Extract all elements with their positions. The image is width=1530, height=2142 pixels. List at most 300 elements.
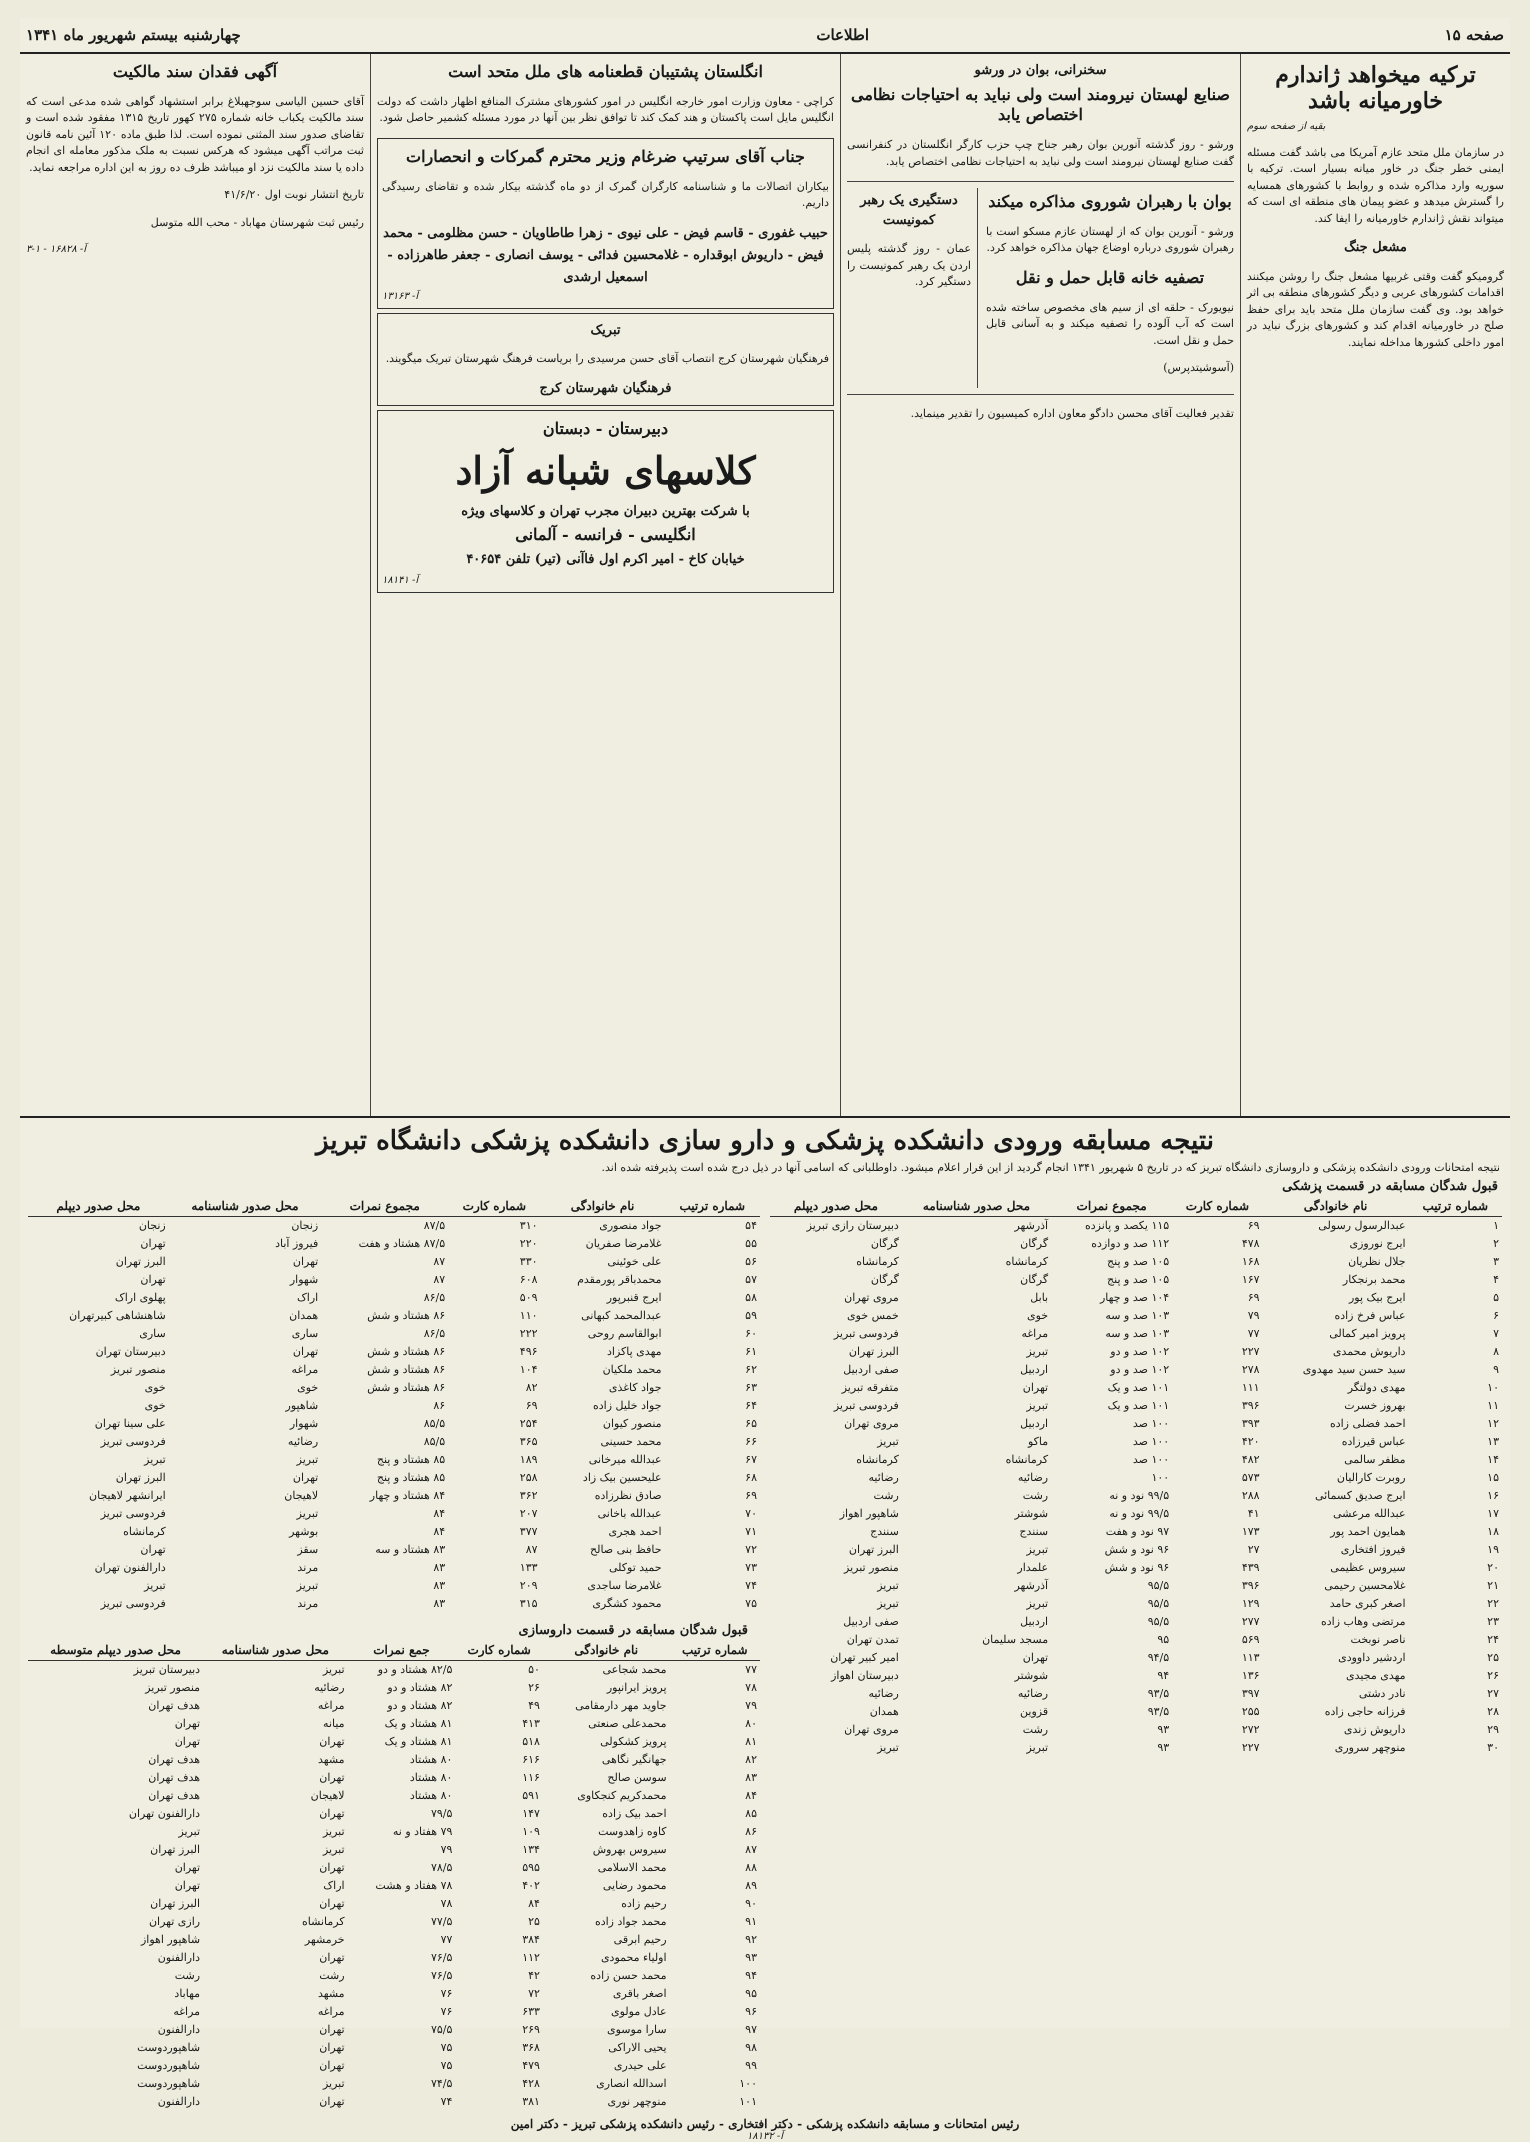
table-cell: مهدی پاکزاد: [607, 1345, 662, 1358]
table-cell: ۲: [1493, 1237, 1499, 1250]
petition-box: [377, 138, 834, 309]
table-cell: ۸۱ هشتاد و یک: [384, 1717, 453, 1730]
table-cell: رشت: [873, 1489, 899, 1502]
table-cell: ۸۲: [525, 1381, 538, 1394]
table-cell: دارالفنون: [157, 2023, 201, 2036]
table-cell: غلامرضا صفریان: [585, 1237, 662, 1250]
table-cell: فردوسی تبریز: [833, 1327, 899, 1340]
table-row: [28, 1325, 760, 1343]
table-cell: سید حسن سید مهدوی: [1302, 1363, 1406, 1376]
medicine-title: قبول شدگان مسابقه در قسمت پزشکی: [1282, 1178, 1498, 1194]
table-cell: صادق نظرزاده: [594, 1489, 662, 1502]
table-cell: ۹: [1493, 1363, 1499, 1376]
appreciation-note: تقدیر فعالیت آقای محسن دادگو معاون اداره کمیسیون را تقدیر مینماید.: [910, 406, 1234, 420]
table-cell: ۱۲: [1487, 1417, 1499, 1430]
table-cell: شهوار: [289, 1417, 319, 1430]
arrest-body: عمان - روز گذشته پلیس اردن یک رهبر کمونیست را دستگیر کرد.: [847, 242, 971, 289]
table-cell: عبدالله میرخانی: [588, 1453, 662, 1466]
table-cell: پرویز امیر کمالی: [1329, 1327, 1406, 1340]
table-cell: شاهپور اهواز: [140, 1933, 201, 1946]
table-cell: فردوسی تبریز: [100, 1435, 166, 1448]
table-row: [770, 1289, 1502, 1307]
table-cell: هدف تهران: [148, 1789, 201, 1802]
table-cell: تبریز: [1026, 1597, 1049, 1610]
table-cell: سنندج: [1019, 1525, 1049, 1538]
table-cell: کرمانشاه: [1005, 1453, 1049, 1466]
table-row: [770, 1433, 1502, 1451]
table-cell: ۷۶: [440, 1987, 453, 2000]
table-cell: تهران: [319, 2095, 345, 2108]
table-cell: ۷۹: [1247, 1309, 1260, 1322]
table-cell: غلامرضا ساجدی: [587, 1579, 662, 1592]
petition-ref: آ- ۱۳۱۶۳: [382, 290, 419, 302]
table-cell: ۱۰۲ صد و دو: [1110, 1363, 1170, 1376]
table-row: [28, 1307, 760, 1325]
table-cell: فردوسی تبریز: [100, 1597, 166, 1610]
table-cell: زنجان: [291, 1219, 319, 1232]
table-row: [28, 1787, 760, 1805]
column-header: محل صدور شناسنامه: [169, 1196, 322, 1217]
page-number: صفحه ۱۵: [1444, 26, 1504, 44]
table-cell: ۱۱۲ صد و دوازده: [1091, 1237, 1170, 1250]
table-cell: ۱۰۴ صد و چهار: [1099, 1291, 1170, 1304]
lost-deed-sign: رئیس ثبت شهرستان مهاباد - محب الله متوسل: [150, 215, 364, 229]
table-cell: شهوار: [289, 1273, 319, 1286]
table-cell: شاهپوردوست: [137, 2059, 201, 2072]
table-cell: ۲۲۲: [519, 1327, 538, 1340]
table-cell: اصغر کبری حامد: [1329, 1597, 1406, 1610]
ad-address: خیابان کاخ - امیر اکرم اول فاآنی (تیر) تلفن ۴۰۶۵۴: [466, 552, 745, 568]
table-row: [770, 1559, 1502, 1577]
table-cell: ۸۶ هشتاد و شش: [367, 1381, 446, 1394]
table-cell: تهران: [319, 1735, 345, 1748]
table-cell: ۷۶: [440, 2005, 453, 2018]
table-cell: ۱۰۳ صد و سه: [1105, 1327, 1170, 1340]
table-cell: ۷۹: [440, 1843, 453, 1856]
table-cell: علی حیدری: [613, 2059, 667, 2072]
table-cell: تهران: [319, 2059, 345, 2072]
table-cell: ۹۵/۵: [1147, 1597, 1170, 1610]
table-cell: تهران: [292, 1471, 319, 1484]
table-cell: ایرج بیک پور: [1348, 1291, 1406, 1304]
table-cell: عبدالرسول رسولی: [1318, 1219, 1406, 1232]
paper-name: اطلاعات: [816, 26, 870, 44]
table-cell: مرند: [297, 1597, 319, 1610]
table-cell: کرمانشاه: [856, 1255, 899, 1268]
table-cell: تبریز: [178, 1825, 201, 1838]
table-cell: اردبیل: [1020, 1417, 1049, 1430]
table-cell: رشت: [1022, 1723, 1049, 1736]
table-cell: تهران: [292, 1255, 319, 1268]
table-row: [28, 2075, 760, 2093]
table-cell: ۷۸: [745, 1681, 757, 1694]
table-cell: روبرت کارالیان: [1336, 1471, 1406, 1484]
arrest-headline: دستگیری یک رهبر کمونیست: [860, 193, 958, 228]
table-cell: ۲۵: [528, 1915, 540, 1928]
table-cell: ۸۶ هشتاد و شش: [367, 1363, 446, 1376]
table-cell: ۷۲: [745, 1543, 757, 1556]
table-cell: ۹۳/۵: [1147, 1687, 1170, 1700]
table-row: [28, 1397, 760, 1415]
table-cell: تهران: [319, 1861, 345, 1874]
table-row: [770, 1721, 1502, 1739]
table-cell: محمد الاسلامی: [597, 1861, 667, 1874]
table-row: [28, 1505, 760, 1523]
table-row: [770, 1487, 1502, 1505]
table-cell: ایرانشهر لاهیجان: [89, 1489, 166, 1502]
column-header: جمع نمرات: [348, 1640, 456, 1661]
table-cell: دارالفنون: [157, 1951, 201, 1964]
table-cell: ۱۸۹: [519, 1453, 538, 1466]
table-row: [28, 1415, 760, 1433]
table-cell: ۷۱: [745, 1525, 757, 1538]
table-cell: بابل: [1030, 1291, 1049, 1304]
table-cell: تبریز: [322, 1825, 345, 1838]
ad-languages: انگلیسی - فرانسه - آلمانی: [515, 525, 696, 545]
table-cell: ۴۲۸: [522, 2077, 540, 2090]
table-cell: عادل مولوی: [611, 2005, 667, 2018]
table-cell: رضائیه: [314, 1681, 345, 1694]
table-cell: ۳۶۸: [522, 2041, 540, 2054]
table-cell: ۸۵: [745, 1807, 757, 1820]
table-cell: تبریز: [322, 1843, 345, 1856]
table-row: [770, 1271, 1502, 1289]
table-cell: ۸۷: [433, 1273, 446, 1286]
table-cell: نادر دشتی: [1358, 1687, 1406, 1700]
divider: [847, 394, 1234, 395]
table-cell: ۸۶/۵: [423, 1291, 446, 1304]
table-cell: ۹۳/۵: [1147, 1705, 1170, 1718]
table-cell: ۱۰۱ صد و یک: [1107, 1381, 1170, 1394]
table-cell: مسجد سلیمان: [982, 1633, 1049, 1646]
table-row: [770, 1613, 1502, 1631]
table-row: [28, 1715, 760, 1733]
table-cell: ۳۷۷: [519, 1525, 538, 1538]
table-cell: هدف تهران: [148, 1771, 201, 1784]
table-cell: کرمانشاه: [1005, 1255, 1049, 1268]
table-cell: تبریز: [1026, 1741, 1049, 1754]
table-row: [28, 1379, 760, 1397]
turkey-headline: ترکیه میخواهد ژاندارم خاورمیانه باشد: [1275, 62, 1476, 115]
table-cell: پرویز کشکولی: [600, 1735, 667, 1748]
table-cell: ۶۹: [525, 1399, 538, 1412]
table-cell: تمدن تهران: [846, 1633, 899, 1646]
table-cell: منصور تبریز: [145, 1681, 201, 1694]
results-ref: آ- ۱۸۱۳۲: [746, 2130, 784, 2142]
table-cell: البرز تهران: [848, 1543, 899, 1556]
table-cell: رازی تهران: [148, 1915, 201, 1928]
results-footer: رئیس امتحانات و مسابقه دانشکده پزشکی - دکتر افتخاری - رئیس دانشکده پزشکی تبریز - دکتر امین: [510, 2116, 1020, 2131]
table-cell: ۱۱۶: [522, 1771, 540, 1784]
table-cell: مهاباد: [174, 1987, 201, 2000]
table-cell: اراک: [323, 1879, 345, 1892]
table-cell: سوسن صالح: [607, 1771, 667, 1784]
table-cell: ۵۸: [745, 1291, 757, 1304]
table-cell: ۱۷: [1487, 1507, 1499, 1520]
table-cell: منصور تبریز: [110, 1363, 166, 1376]
table-cell: رضائیه: [1017, 1471, 1049, 1484]
table-cell: ۳۹۷: [1241, 1687, 1260, 1700]
table-cell: ۹۴/۵: [1147, 1651, 1170, 1664]
table-cell: ۶۴: [745, 1399, 757, 1412]
table-cell: ۷۵/۵: [430, 2023, 453, 2036]
table-cell: ۹۵: [1157, 1633, 1170, 1646]
table-cell: ۸۳ هشتاد و سه: [375, 1543, 446, 1556]
table-cell: ۹۶ نود و شش: [1104, 1543, 1170, 1556]
table-cell: مراغه: [317, 2005, 345, 2018]
table-cell: تبریز: [877, 1741, 899, 1754]
table-row: [770, 1415, 1502, 1433]
pharmacy-title: قبول شدگان مسابقه در قسمت داروسازی: [518, 1622, 748, 1638]
table-row: [28, 2057, 760, 2075]
table-row: [28, 1769, 760, 1787]
table-cell: تبریز: [144, 1579, 166, 1592]
table-row: [770, 1361, 1502, 1379]
table-cell: ۳۹۶: [1241, 1579, 1260, 1592]
table-cell: ۸۳: [433, 1561, 446, 1574]
table-cell: ۵۰۹: [519, 1291, 538, 1304]
table-row: [28, 1823, 760, 1841]
table-row: [770, 1685, 1502, 1703]
table-cell: ۳: [1493, 1255, 1499, 1268]
table-cell: ۷: [1493, 1327, 1499, 1340]
masthead: [20, 18, 1510, 54]
table-cell: اولیاء محمودی: [600, 1951, 667, 1964]
table-cell: ۲۵۵: [1241, 1705, 1260, 1718]
filter-body: نیویورک - حلقه ای از سیم های مخصوص ساخته شده است که آب آلوده را تصفیه میکند و به آسانی قابل حمل و نقل است.: [986, 300, 1234, 347]
table-cell: ۱۱۰: [519, 1309, 538, 1322]
lost-deed-date: تاریخ انتشار نوبت اول ۴۱/۶/۲۰: [224, 188, 364, 202]
table-cell: ۳۰: [1487, 1741, 1499, 1754]
table-row: [28, 1343, 760, 1361]
table-cell: ۸۵ هشتاد و پنج: [376, 1471, 446, 1484]
table-cell: خوی: [297, 1381, 319, 1394]
table-cell: تبریز: [322, 2077, 345, 2090]
column-header: شماره کارت: [1172, 1196, 1262, 1217]
table-cell: تهران: [140, 1273, 166, 1286]
table-cell: رضائیه: [868, 1471, 899, 1484]
medicine-table-left: [28, 1196, 760, 2111]
table-cell: ۲۱: [1487, 1579, 1499, 1592]
medicine-table-2: [28, 1196, 760, 1613]
table-cell: قزوین: [1020, 1705, 1049, 1718]
table-cell: بهروز خسرت: [1344, 1399, 1406, 1412]
table-row: [28, 2003, 760, 2021]
table-row: [28, 1271, 760, 1289]
table-cell: علیحسین بیک زاد: [582, 1471, 662, 1484]
table-cell: ۶: [1493, 1309, 1499, 1322]
table-cell: ۶۰: [745, 1327, 757, 1340]
bevan-soviet-headline: بوان با رهبران شوروی مذاکره میکند: [988, 192, 1232, 212]
arrest-box: [847, 188, 978, 388]
table-cell: تبریز: [1026, 1345, 1049, 1358]
table-cell: ۷۴: [745, 1579, 757, 1592]
england-headline: انگلستان پشتیبان قطعنامه های ملل متحد است: [448, 62, 763, 81]
table-cell: پرویز ایرانپور: [606, 1681, 667, 1694]
table-cell: شاهپوردوست: [137, 2077, 201, 2090]
table-row: [770, 1541, 1502, 1559]
table-cell: دارالفنون تهران: [94, 1561, 166, 1574]
table-cell: کرمانشاه: [302, 1915, 345, 1928]
table-row: [28, 1931, 760, 1949]
table-cell: رشت: [174, 1969, 201, 1982]
table-cell: ابوالقاسم روحی: [587, 1327, 662, 1340]
table-cell: ساری: [139, 1327, 166, 1340]
table-cell: محمدکریم کنجکاوی: [577, 1789, 667, 1802]
table-row: [770, 1523, 1502, 1541]
table-cell: محمود کشگری: [592, 1597, 662, 1610]
table-cell: مهدی دولتگر: [1347, 1381, 1406, 1394]
table-cell: تهران: [319, 2041, 345, 2054]
table-cell: تهران: [1022, 1381, 1049, 1394]
table-cell: ۸: [1493, 1345, 1499, 1358]
table-cell: رضائیه: [1017, 1687, 1049, 1700]
table-cell: ۱: [1493, 1219, 1499, 1232]
table-cell: شاهپوردوست: [137, 2041, 201, 2054]
filter-headline: تصفیه خانه قابل حمل و نقل: [1015, 267, 1205, 287]
medicine-table-1: [770, 1196, 1502, 1757]
table-row: [28, 1469, 760, 1487]
pharmacy-table: [28, 1640, 760, 2111]
column-header: مجموع نمرات: [1051, 1196, 1172, 1217]
table-cell: ۱۱: [1487, 1399, 1499, 1412]
column-england: [370, 54, 840, 1116]
newspaper-page: [20, 18, 1510, 2142]
table-cell: ۹۵/۵: [1147, 1615, 1170, 1628]
table-cell: گرگان: [1020, 1237, 1049, 1250]
table-cell: ۲۲۰: [519, 1237, 538, 1250]
table-cell: ۱۸: [1487, 1525, 1499, 1538]
table-cell: ۱۰۲ صد و دو: [1110, 1345, 1170, 1358]
table-cell: ۱۵: [1487, 1471, 1499, 1484]
table-cell: تهران: [319, 1771, 345, 1784]
table-cell: ۷۴: [440, 2095, 453, 2108]
table-cell: ۹۱: [745, 1915, 757, 1928]
table-cell: شوشتر: [1014, 1669, 1049, 1682]
table-cell: ۸۶ هشتاد و شش: [367, 1309, 446, 1322]
table-cell: ایرج صدیق کسمائی: [1314, 1489, 1406, 1502]
table-cell: ۲۶: [1487, 1669, 1499, 1682]
table-row: [28, 1859, 760, 1877]
table-row: [770, 1595, 1502, 1613]
table-cell: ۲۴: [1487, 1633, 1499, 1646]
table-cell: تبریز: [877, 1597, 899, 1610]
table-cell: تهران: [140, 1237, 166, 1250]
table-cell: رحیم ابرقی: [613, 1933, 667, 1946]
table-row: [770, 1253, 1502, 1271]
table-cell: احمد فضلی زاده: [1329, 1417, 1406, 1430]
table-cell: ۳۱۰: [519, 1219, 538, 1232]
table-row: [770, 1397, 1502, 1415]
table-cell: تهران: [174, 1717, 201, 1730]
table-cell: ۸۰ هشتاد: [409, 1753, 453, 1766]
table-cell: ۲۰: [1487, 1561, 1499, 1574]
table-row: [770, 1307, 1502, 1325]
issue-date: چهارشنبه بیستم شهریور ماه ۱۳۴۱: [26, 26, 241, 44]
petition-body: بیکاران اتصالات ما و شناسنامه کارگران گمرک از دو ماه گذشته بیکار شده و تقاضای رسیدگی داریم.: [382, 179, 829, 210]
column-header: محل صدور دیپلم: [770, 1196, 902, 1217]
column-turkey: [1240, 54, 1510, 1116]
table-cell: ۲۲۷: [1241, 1345, 1260, 1358]
table-cell: داریوش محمدی: [1332, 1345, 1406, 1358]
table-cell: ۸۴: [433, 1507, 446, 1520]
table-cell: ۶۶: [745, 1435, 757, 1448]
table-row: [28, 1841, 760, 1859]
table-cell: همدان: [289, 1309, 319, 1322]
table-cell: ۴۱۳: [522, 1717, 540, 1730]
table-cell: دارالفنون: [157, 2095, 201, 2108]
bevan-kicker: سخنرانی، بوان در ورشو: [974, 63, 1107, 78]
table-cell: تبریز: [1026, 1543, 1049, 1556]
table-cell: ۴۰۲: [522, 1879, 540, 1892]
table-row: [28, 1289, 760, 1307]
table-cell: جواد کاغذی: [608, 1381, 662, 1394]
table-cell: ایرج نوروزی: [1349, 1237, 1406, 1250]
table-cell: رشت: [1022, 1489, 1049, 1502]
table-row: [28, 1541, 760, 1559]
table-cell: خوی: [1027, 1309, 1049, 1322]
table-cell: عباس قیرزاده: [1341, 1435, 1406, 1448]
table-cell: ۸۵/۵: [423, 1417, 446, 1430]
table-cell: ۱۰۹: [522, 1825, 540, 1838]
table-cell: ۱۰۵ صد و پنج: [1107, 1255, 1170, 1268]
table-cell: ۶۳۳: [522, 2005, 540, 2018]
table-cell: ۹۷: [745, 2023, 757, 2036]
table-cell: ۱۰۱ صد و یک: [1107, 1399, 1170, 1412]
table-cell: کرمانشاه: [856, 1453, 899, 1466]
table-cell: ۸۰: [745, 1717, 757, 1730]
table-cell: غلامحسین رحیمی: [1324, 1579, 1406, 1592]
table-cell: محمد ملکیان: [602, 1363, 662, 1376]
table-cell: کاوه زاهدوست: [598, 1825, 667, 1838]
table-cell: یحیی الاراکی: [608, 2041, 667, 2054]
column-header: شماره ترتیب: [670, 1640, 760, 1661]
table-cell: گرگان: [870, 1273, 899, 1286]
table-row: [770, 1469, 1502, 1487]
table-cell: همایون احمد پور: [1330, 1525, 1406, 1538]
table-cell: ۲۵۸: [519, 1471, 538, 1484]
table-cell: ۱۰۱: [739, 2095, 757, 2108]
table-cell: ایرج قنبرپور: [606, 1291, 662, 1304]
table-cell: ۴: [1493, 1273, 1499, 1286]
table-cell: رشت: [319, 1969, 345, 1982]
table-row: [28, 1235, 760, 1253]
table-cell: ۹۹: [745, 2059, 757, 2072]
table-cell: ۸۱ هشتاد و یک: [384, 1735, 453, 1748]
table-row: [28, 1361, 760, 1379]
table-cell: محمد حسینی: [600, 1435, 662, 1448]
column-header: محل صدور شناسنامه: [203, 1640, 348, 1661]
table-row: [28, 1751, 760, 1769]
table-cell: ۹۶ نود و شش: [1104, 1561, 1170, 1574]
bevan-soviet-body: ورشو - آنورین بوان که از لهستان عازم مسکو است با رهبران شوروی درباره اوضاع جهان مذاکره خواهد کرد.: [986, 224, 1234, 255]
table-row: [28, 1660, 760, 1679]
table-cell: ۱۲۹: [1241, 1597, 1260, 1610]
table-cell: ۸۰ هشتاد: [409, 1771, 453, 1784]
table-cell: علمدار: [1017, 1561, 1049, 1574]
table-cell: ماکو: [1027, 1435, 1049, 1448]
table-cell: ۴۹۶: [519, 1345, 538, 1358]
table-cell: تهران: [1022, 1651, 1049, 1664]
england-body: کراچی - معاون وزارت امور خارجه انگلیس در امور کشورهای مشترک المنافع اظهار داشت که دولت انگلیس مایل است پاکستان و هند کمک کند تا توافق نظر بین آنها در مورد مسئله کشمیر حاصل شود.: [377, 94, 834, 125]
table-cell: ساری: [291, 1327, 319, 1340]
column-header: نام خانوادگی: [541, 1196, 665, 1217]
table-cell: ۷۶/۵: [430, 1951, 453, 1964]
ad-kicker: دبیرستان - دبستان: [542, 419, 669, 439]
table-cell: محمد جواد زاده: [594, 1915, 667, 1928]
table-cell: هدف تهران: [148, 1753, 201, 1766]
turkey-sub: بقیه از صفحه سوم: [1247, 120, 1326, 132]
